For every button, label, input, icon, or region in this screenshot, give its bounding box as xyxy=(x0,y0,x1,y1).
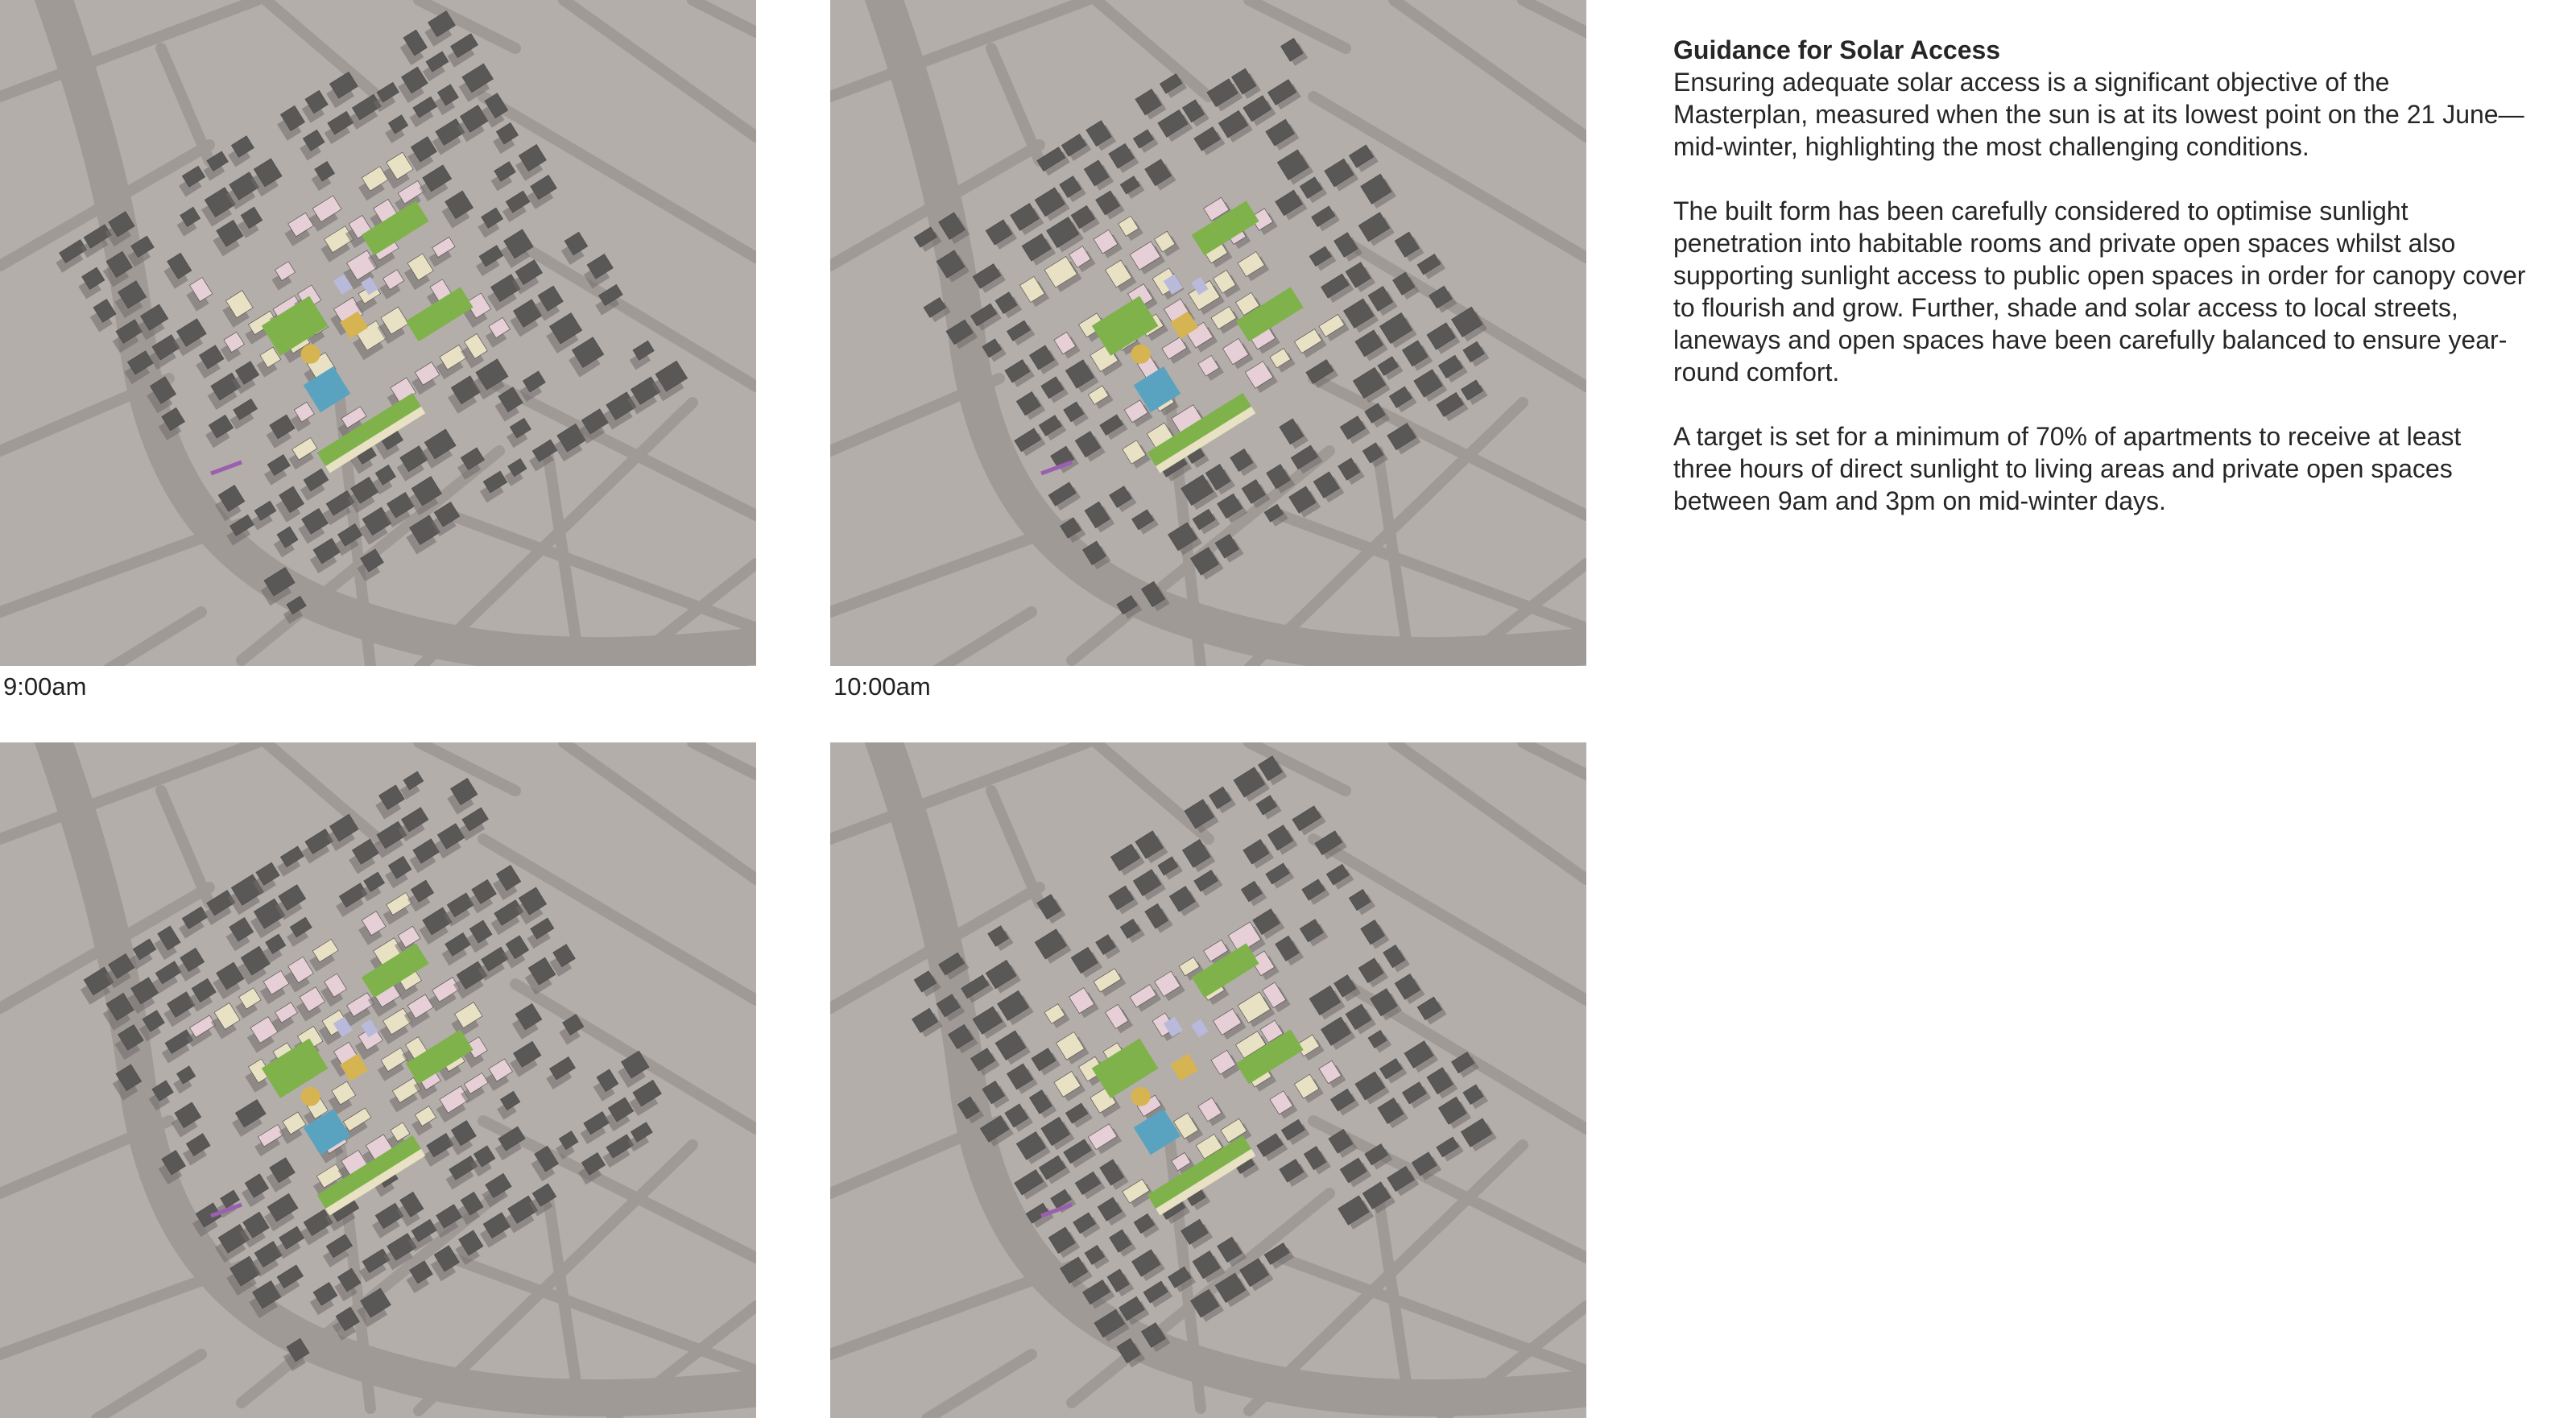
time-caption-10am: 10:00am xyxy=(833,672,931,701)
shadow-study-panel-4 xyxy=(830,742,1586,1418)
shadow-study-panel-9am xyxy=(0,0,756,666)
guidance-paragraph-2: The built form has been carefully considered to optimise sunlight penetration into habitable rooms and private open spaces whilst also supporting sunlight access to public open spaces in order for canopy cover to flourish and grow. Further, shade and solar access to local streets, laneways and open spaces have been carefully balanced to ensure year-round comfort. xyxy=(1673,196,2526,387)
time-caption-9am: 9:00am xyxy=(3,672,87,701)
site-plan-map xyxy=(830,742,1586,1418)
site-plan-map xyxy=(0,742,756,1418)
site-plan-map xyxy=(0,0,756,666)
site-plan-map xyxy=(830,0,1586,666)
guidance-paragraph-3: A target is set for a minimum of 70% of apartments to receive at least three hours of direct sunlight to living areas and private open spaces between 9am and 3pm on mid-winter days. xyxy=(1673,422,2462,515)
guidance-paragraph-1: Ensuring adequate solar access is a significant objective of the Masterplan, measured when the sun is at its lowest point on the 21 June—mid-winter, highlighting the most challenging conditions. xyxy=(1673,68,2524,161)
solar-access-guidance xyxy=(1673,34,2527,549)
shadow-study-panel-10am xyxy=(830,0,1586,666)
guidance-heading: Guidance for Solar Access xyxy=(1673,35,2001,64)
shadow-study-panel-3 xyxy=(0,742,756,1418)
